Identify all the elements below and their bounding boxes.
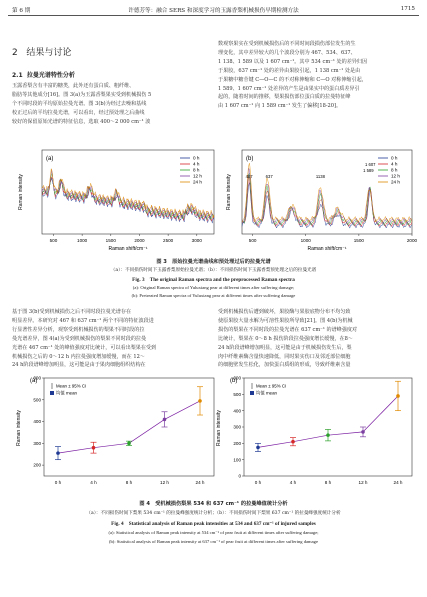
x-tick-label: 1500 xyxy=(353,238,364,243)
peak-label: 467 xyxy=(245,174,253,179)
legend-mean-swatch xyxy=(250,391,254,395)
text-line: 损伤的梨果在不同时段的拉曼光谱在 637 cm⁻¹ 的谱峰强度对 xyxy=(218,326,358,333)
subsection-title: 拉曼光谱特性分析 xyxy=(26,72,75,79)
x-tick-label: 500 xyxy=(248,238,257,243)
mean-point xyxy=(326,433,330,437)
text-line: 24 h阶段谱峰增加明显，这可能是由于机械损伤发生后，梨 xyxy=(218,344,352,351)
peak-label: 1 589 xyxy=(363,168,374,173)
legend-label: 12 h xyxy=(193,173,202,179)
spectrum-line-0 xyxy=(42,178,214,223)
section-number: 2 xyxy=(12,48,18,58)
mean-point xyxy=(256,446,260,450)
x-tick-label: 24 h xyxy=(195,480,205,485)
y-tick-label: 600 xyxy=(33,375,41,381)
page-number: 1715 xyxy=(400,6,415,12)
text-line: 的细胞壁发生松化，加快蛋白质组的形成，导致纤维素含量 xyxy=(218,362,351,369)
text-line: 由 1 607 cm⁻¹ 向 1 589 cm⁻¹ 发生了偏移[18-20]。 xyxy=(218,103,342,110)
page-issue: 第 6 期 xyxy=(12,8,31,14)
y-axis-label: Raman intensity xyxy=(16,410,22,446)
y-tick-label: 200 xyxy=(233,440,241,446)
mean-point xyxy=(198,399,202,403)
x-tick-label: 8 h xyxy=(324,480,332,485)
text-line: 1 589、1 607 cm⁻¹ 处差异的产生是由果实中的蛋白质差异引 xyxy=(218,85,360,92)
peak-label: 1 607 xyxy=(365,162,376,167)
fig3-caption-en-b: (b): Pretreated Raman spectra of Yuluxiang pear at different times after suffering damage xyxy=(131,293,296,298)
x-tick-label: 12 h xyxy=(358,480,368,485)
x-tick-label: 2000 xyxy=(406,238,418,243)
legend-label: 4 h xyxy=(391,161,398,167)
right-paragraph xyxy=(218,40,416,111)
y-axis-label: Raman intensity xyxy=(216,410,222,446)
legend-label: 8 h xyxy=(193,167,200,173)
mean-point xyxy=(92,446,96,450)
x-tick-label: 500 xyxy=(49,238,58,243)
y-tick-label: 300 xyxy=(33,440,41,446)
x-tick-label: 4 h xyxy=(90,480,97,485)
y-tick-label: 0 xyxy=(238,473,241,479)
fig4-caption-en: Fig. 4 Statistical analysis of Raman peak intensities at 534 and 637 cm⁻¹ of injured samples xyxy=(111,521,316,527)
section-heading xyxy=(12,45,71,58)
text-line: 理变化，其中差异较大的几个波段分别为 467、534、637、 xyxy=(218,49,356,56)
running-title: 许德芳等：融合 SERS 和深度学习的玉露香梨机械损伤早期检测方法 xyxy=(128,8,299,14)
subsection-heading xyxy=(12,70,75,79)
fig4-caption-cn-sub: （a）：不同损伤时间下梨果 534 cm⁻¹ 的拉曼峰强度统计分析；（b）：不同损伤时间下梨果 637 cm⁻¹ 的拉曼峰强度统计分析 xyxy=(86,511,341,516)
subsection-number: 2.1 xyxy=(12,72,23,79)
text-line: 明显差异。本研究对 467 和 637 cm⁻¹ 两个不同的特征波段进 xyxy=(12,317,154,324)
mean-point xyxy=(291,440,295,444)
text-line: 光谱在 467 cm⁻¹ 处的峰值强度对比统计，可以看出梨果在受到 xyxy=(12,344,157,351)
legend-ci-label: Mean ± 95% CI xyxy=(56,383,87,389)
text-line: 玉露香梨含有丰富的糖类，此外还有蛋白质、粗纤维、 xyxy=(12,83,135,89)
peak-label: 637 xyxy=(265,174,273,179)
x-tick-label: 2500 xyxy=(163,238,174,243)
fig4-caption-en-a: (a): Statistical analysis of Raman peak intensity at 534 cm⁻¹ of pear fruit at different times after suffering damage; xyxy=(108,530,319,535)
x-tick-label: 0 h xyxy=(54,480,62,485)
legend-mean-label: 均值 mean xyxy=(56,390,77,396)
x-tick-label: 1500 xyxy=(105,238,116,243)
mean-point xyxy=(361,430,365,434)
text-line: 个不同时段的平均原始拉曼光谱。图 3(b)为经过去噪和基线 xyxy=(12,100,147,107)
y-tick-label: 300 xyxy=(233,424,241,430)
y-axis-label: Raman intensity xyxy=(226,174,232,210)
legend-mean-swatch xyxy=(50,391,54,395)
fig3-caption-cn: 图 3 原始拉曼光谱曲线和预处理过后的拉曼光谱 xyxy=(156,259,271,265)
fig4-panel-b xyxy=(216,376,412,485)
text-line: 受到机械损伤后遭到破坏，果胶酶与果胶底物分布不均匀致 xyxy=(218,309,351,315)
legend-label: 0 h xyxy=(391,155,398,161)
text-line: 较好的保留原始光谱的特征信息，选取 400～2 000 cm⁻¹ 波 xyxy=(12,118,151,125)
spectrum-line-2 xyxy=(242,174,412,226)
fig4-caption-cn: 图 4 受机械损伤梨果 534 和 637 cm⁻¹ 的拉曼峰值统计分析 xyxy=(139,501,288,507)
mean-point xyxy=(127,442,131,446)
text-line: 1 138、1 589 以及 1 607 cm⁻¹。其中 534 cm⁻¹ 处的差异归因 xyxy=(218,58,368,65)
x-tick-label: 4 h xyxy=(289,480,297,485)
legend-label: 24 h xyxy=(193,179,202,185)
legend-label: 4 h xyxy=(193,161,200,167)
x-axis-label: Raman shift/cm⁻¹ xyxy=(307,246,347,252)
x-axis-label: Raman shift/cm⁻¹ xyxy=(108,246,148,252)
y-tick-label: 600 xyxy=(233,375,241,381)
text-line: 基于图 3(b)受到机械损伤之后不同时段拉曼光谱存在 xyxy=(12,309,132,315)
peak-label: 1138 xyxy=(315,174,325,179)
legend-mean-label: 均值 mean xyxy=(256,390,277,396)
fig3-panel-a xyxy=(18,150,214,252)
x-tick-label: 3000 xyxy=(191,238,202,243)
text-line: 于果胶，637 cm⁻¹ 处的差异由果胶引起，1 138 cm⁻¹ 处是由 xyxy=(218,67,361,74)
figure-3 xyxy=(12,146,416,254)
mean-point xyxy=(56,451,60,455)
mid-left-paragraph xyxy=(12,308,208,370)
panel-label: (a) xyxy=(30,378,38,384)
text-line: 于果糖中糖苷键 C—O—C 的不对称伸缩和 C—O 对称伸缩引起， xyxy=(218,76,367,83)
legend-label: 0 h xyxy=(193,155,200,161)
x-tick-label: 24 h xyxy=(393,480,403,485)
text-line: 使原果胶大量水解为可溶性果胶所导致[21]。图 4(b)为机械 xyxy=(218,317,353,324)
spectrum-line-4 xyxy=(242,163,412,222)
fig4-panel-a xyxy=(16,376,214,485)
x-tick-label: 2000 xyxy=(134,238,145,243)
legend-label: 8 h xyxy=(391,167,398,173)
legend-label: 24 h xyxy=(391,179,400,185)
text-line: 脂肪等其他成分[16]。图 3(a)为玉露香梨果实受到机械损伤 5 xyxy=(12,91,152,98)
mean-point xyxy=(396,394,400,398)
fig3-caption-cn-sub: （a）：不同损伤时间下玉露香梨原始拉曼光谱；（b）：不同损伤时间下玉露香梨预处理之后的拉曼光谱 xyxy=(110,268,317,273)
text-line: 曼光谱差异，图 4(a)为受到机械损伤的梨果不同时段的拉曼 xyxy=(12,335,147,342)
x-tick-label: 0 h xyxy=(254,480,262,485)
x-tick-label: 1000 xyxy=(300,238,311,243)
fig4-caption-en-b: (b): Statistical analysis of Raman peak intensity at 637 cm⁻¹ of pear fruit at different times after suffering damage xyxy=(108,539,318,544)
text-line: 肉中纤维素酶含量快速降低，同时果实伤口及邻近部位细胞 xyxy=(218,353,351,360)
legend-label: 12 h xyxy=(391,173,400,179)
legend-ci-label: Mean ± 95% CI xyxy=(256,383,287,389)
text-line: 比统计，梨果在 0～8 h 损伤阶段拉曼强度增长缓慢，在8～ xyxy=(218,335,354,342)
fig3-caption-en: Fig. 3 The original Raman spectra and the preprocessed Raman spectra xyxy=(132,277,295,283)
text-line: 起的，随着时间的推移，梨果损伤部位蛋白质的拉曼特征峰 xyxy=(218,94,351,101)
y-tick-label: 500 xyxy=(233,391,241,397)
fig3-caption-en-a: (a): Original Raman spectra of Yuluxiang pear at different times after suffering damage; xyxy=(132,285,295,290)
text-line: 数观察果实在受到机械损伤后的不同时间段损伤部位发生的生 xyxy=(218,41,356,47)
panel-label: (a) xyxy=(46,156,54,162)
x-tick-label: 1000 xyxy=(77,238,88,243)
y-tick-label: 400 xyxy=(233,408,241,414)
x-tick-label: 8 h xyxy=(125,480,133,485)
figure-4 xyxy=(12,374,416,496)
header-rule xyxy=(8,15,419,16)
left-paragraph xyxy=(12,82,208,127)
y-tick-label: 200 xyxy=(33,462,41,468)
panel-label: (b) xyxy=(230,378,238,384)
x-tick-label: 12 h xyxy=(160,480,169,485)
y-tick-label: 400 xyxy=(33,419,41,425)
mid-right-paragraph xyxy=(218,308,416,370)
panel-label: (b) xyxy=(246,156,254,162)
text-line: 24 h阶段谱峰增加明显，这可能是由于果肉细胞组织结构在 xyxy=(12,362,146,369)
y-axis-label: Raman intensity xyxy=(18,174,24,210)
fig3-panel-b xyxy=(226,150,418,252)
y-tick-label: 100 xyxy=(233,457,241,463)
text-line: 校正过后的平均拉曼光谱，可以看出，经过预处理之后曲线 xyxy=(12,109,145,116)
mean-point xyxy=(163,418,167,422)
section-title: 结果与讨论 xyxy=(26,48,72,58)
text-line: 机械损伤之后的 0～12 h 内拉曼强度增加缓慢，而在 12～ xyxy=(12,353,145,360)
y-tick-label: 500 xyxy=(33,397,41,403)
text-line: 行显著性差异分析，观察受到机械损伤的梨果不同时段的拉 xyxy=(12,326,145,333)
